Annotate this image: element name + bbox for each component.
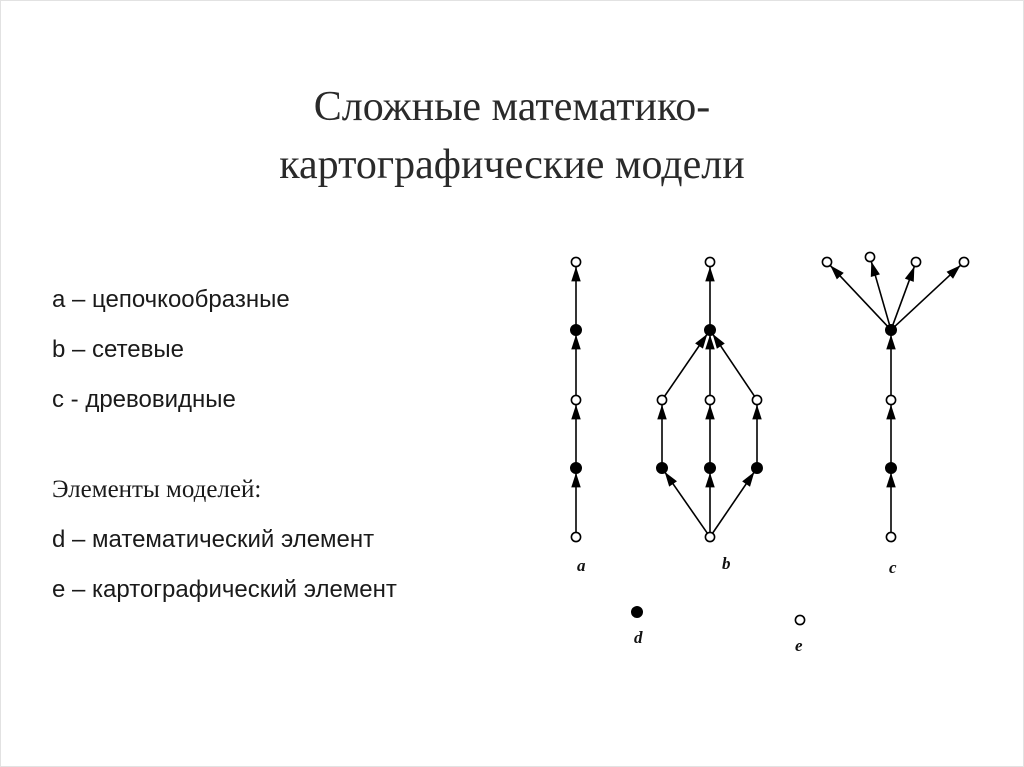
carto-node-b7 (752, 395, 761, 404)
edge-b3-b6 (706, 405, 714, 463)
carto-node-a5 (571, 257, 580, 266)
carto-node-c3 (886, 395, 895, 404)
math-node-a2 (571, 463, 581, 473)
carto-node-c1 (886, 532, 895, 541)
math-node-b3 (705, 463, 715, 473)
edge-a3-a4 (572, 335, 580, 395)
carto-node-b1 (705, 532, 714, 541)
edge-b1-b4 (713, 472, 754, 533)
diagram-edges (572, 262, 961, 533)
legend-item-b: b – сетевые (52, 336, 184, 363)
elements-heading: Элементы моделей: (52, 476, 262, 503)
carto-node-c6 (865, 252, 874, 261)
math-node-d (632, 607, 642, 617)
arrowhead-b5-b8 (696, 335, 707, 348)
edge-b8-b9 (706, 267, 714, 325)
legend-item-a: a – цепочкообразные (52, 286, 290, 313)
math-node-b4 (752, 463, 762, 473)
edge-b1-b3 (706, 473, 714, 532)
carto-node-e (795, 615, 804, 624)
arrowhead-b1-b2 (665, 473, 676, 486)
legend-item-e: e – картографический элемент (52, 576, 397, 603)
carto-node-c8 (959, 257, 968, 266)
arrowhead-b1-b3 (706, 474, 714, 487)
arrowhead-c2-c3 (887, 406, 895, 419)
edge-a1-a2 (572, 473, 580, 532)
edge-b4-b7 (753, 405, 761, 463)
arrowhead-b2-b5 (658, 406, 666, 419)
edge-b5-b8 (665, 334, 707, 396)
arrowhead-b7-b8 (713, 335, 724, 348)
arrowhead-b1-b4 (743, 473, 754, 486)
label-b: b (722, 554, 731, 573)
diagram-nodes (571, 252, 969, 624)
arrowhead-c4-c7 (906, 268, 914, 282)
math-node-c4 (886, 325, 896, 335)
edge-c1-c2 (887, 473, 895, 532)
edge-b1-b2 (665, 472, 707, 533)
math-node-b2 (657, 463, 667, 473)
arrowhead-a3-a4 (572, 336, 580, 349)
edge-b6-b8 (706, 335, 714, 395)
carto-node-c5 (822, 257, 831, 266)
carto-node-a1 (571, 532, 580, 541)
edge-c4-c8 (895, 265, 961, 326)
title-line-1: Сложные математико- (313, 84, 711, 130)
edge-c4-c6 (871, 262, 889, 325)
title-line-2: картографические модели (279, 142, 745, 188)
edge-b7-b8 (713, 334, 754, 396)
arrowhead-b8-b9 (706, 268, 714, 281)
math-node-b8 (705, 325, 715, 335)
label-a: a (577, 556, 586, 575)
math-node-c2 (886, 463, 896, 473)
carto-node-c7 (911, 257, 920, 266)
edge-c4-c5 (830, 266, 887, 327)
arrowhead-b3-b6 (706, 406, 714, 419)
edge-c3-c4 (887, 335, 895, 395)
arrowhead-a1-a2 (572, 474, 580, 487)
label-c: c (889, 558, 897, 577)
arrowhead-b4-b7 (753, 406, 761, 419)
label-d: d (634, 628, 643, 647)
math-node-a4 (571, 325, 581, 335)
edge-b2-b5 (658, 405, 666, 463)
legend-item-c: c - древовидные (52, 386, 236, 413)
arrowhead-c4-c6 (871, 263, 879, 277)
arrowhead-a2-a3 (572, 406, 580, 419)
arrowhead-c3-c4 (887, 336, 895, 349)
label-e: e (795, 636, 803, 655)
edge-a2-a3 (572, 405, 580, 463)
carto-node-b9 (705, 257, 714, 266)
carto-node-b6 (705, 395, 714, 404)
arrowhead-c1-c2 (887, 474, 895, 487)
legend-item-d: d – математический элемент (52, 526, 375, 553)
arrowhead-a4-a5 (572, 268, 580, 281)
arrowhead-b6-b8 (706, 336, 714, 349)
edge-c2-c3 (887, 405, 895, 463)
edge-c4-c7 (893, 267, 915, 326)
carto-node-a3 (571, 395, 580, 404)
edge-a4-a5 (572, 267, 580, 325)
carto-node-b5 (657, 395, 666, 404)
